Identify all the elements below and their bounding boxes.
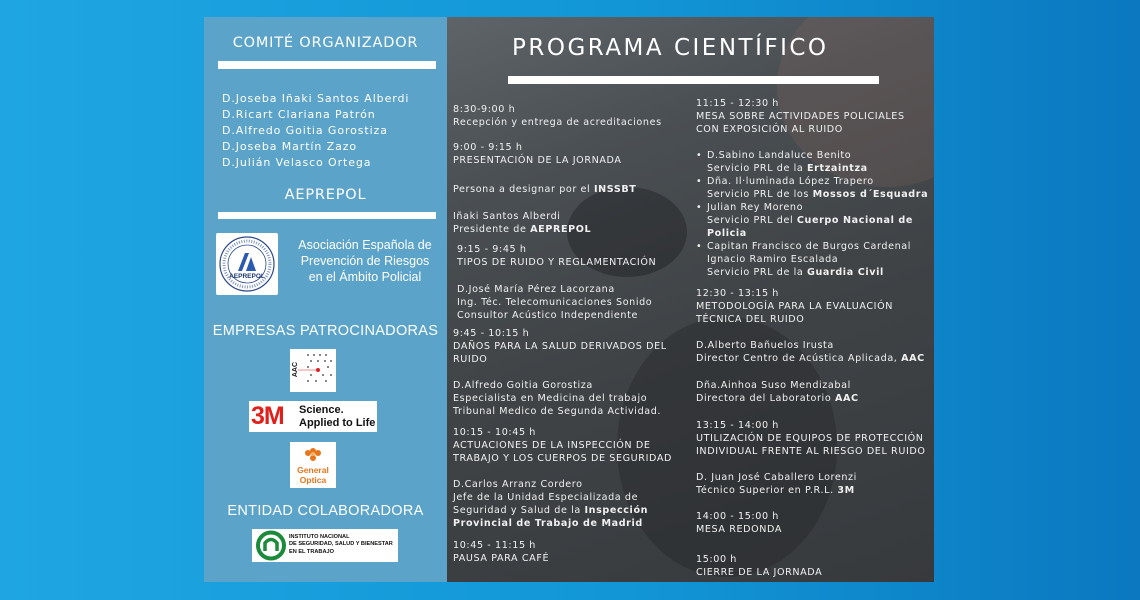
organization-name: AEPREPOL <box>530 224 592 235</box>
panelist-item <box>696 240 928 279</box>
organizers-panel <box>204 17 447 582</box>
aeprepol-logo-text: AEPREPOL <box>229 273 265 280</box>
header-divider <box>218 212 436 219</box>
schedule-item <box>453 103 662 129</box>
speaker-role <box>453 223 591 236</box>
speaker-text: Directora del Laboratorio <box>696 393 835 404</box>
panelist-item <box>696 201 928 240</box>
speaker-role <box>707 162 928 175</box>
panelist-list <box>696 149 928 279</box>
speaker-item <box>453 478 648 530</box>
committee-member: D.Alfredo Goitia Gorostiza <box>222 124 388 137</box>
session-title: METODOLOGÍA PARA LA EVALUACIÓN <box>696 301 894 312</box>
speaker-role <box>696 392 859 405</box>
speaker-name: • Julian Rey Moreno <box>707 202 804 213</box>
speaker-text: Técnico Superior en P.R.L. <box>696 485 838 496</box>
organization-name: AAC <box>834 393 859 404</box>
organization-name: 3M <box>837 485 855 496</box>
insst-emblem-icon <box>254 529 288 562</box>
schedule-item <box>453 141 622 167</box>
3m-logo <box>249 401 377 432</box>
aac-logo <box>290 349 336 392</box>
aeprepol-name-line: en el Ámbito Policial <box>308 270 422 284</box>
session-time: 12:30 - 13:15 h <box>696 288 779 299</box>
insst-name <box>289 534 393 556</box>
session-title: UTILIZACIÓN DE EQUIPOS DE PROTECCIÓN <box>696 433 924 444</box>
aeprepol-full-name <box>286 237 444 285</box>
schedule-item <box>696 510 782 536</box>
committee-member: D.Ricart Clariana Patrón <box>222 108 376 121</box>
optica-word: General <box>297 465 329 475</box>
speaker-item <box>457 283 652 322</box>
session-time: 10:45 - 11:15 h <box>453 540 536 551</box>
speaker-text: Seguridad y Salud de la <box>453 505 585 516</box>
speaker-role <box>707 188 928 201</box>
3m-tagline <box>299 404 375 429</box>
session-time: 9:00 - 9:15 h <box>453 142 523 153</box>
speaker-name: D.Alberto Bañuelos Irusta <box>696 340 834 351</box>
session-title: CIERRE DE LA JORNADA <box>696 567 823 578</box>
speaker-name: • Capitan Francisco de Burgos Cardenal <box>707 241 912 252</box>
speaker-text: Servicio PRL del <box>707 215 797 226</box>
aeprepol-name-line: Prevención de Riesgos <box>300 254 430 268</box>
program-title: PROGRAMA CIENTÍFICO <box>512 35 829 61</box>
committee-member: D.Joseba Iñaki Santos Alberdi <box>222 92 410 105</box>
session-title: ACTUACIONES DE LA INSPECCIÓN DE <box>453 440 651 451</box>
speaker-text: Director Centro de Acústica Aplicada, <box>696 353 902 364</box>
speaker-name: D.José María Pérez Lacorzana <box>457 284 615 295</box>
header-divider <box>218 61 436 69</box>
session-time: 8:30-9:00 h <box>453 104 516 115</box>
general-optica-logo <box>290 442 336 488</box>
3m-tagline-line: Science. <box>299 404 344 416</box>
speaker-line <box>453 183 636 196</box>
organization-name: Mossos d´Esquadra <box>812 189 929 200</box>
speaker-role: Especialista en Medicina del trabajo <box>453 393 648 404</box>
schedule-item <box>696 97 905 136</box>
insst-name-line: DE SEGURIDAD, SALUD Y BIENESTAR <box>289 541 393 548</box>
session-title: TIPOS DE RUIDO Y REGLAMENTACIÓN <box>457 257 657 268</box>
session-title: RUIDO <box>453 354 488 365</box>
session-time: 14:00 - 15:00 h <box>696 511 779 522</box>
organization-name: Inspección <box>584 505 649 516</box>
speaker-text: Servicio PRL de la <box>707 163 808 174</box>
aeprepol-seal-icon <box>216 233 278 295</box>
speaker-role: Ing. Téc. Telecomunicaciones Sonido <box>457 297 653 308</box>
session-title: TRABAJO Y LOS CUERPOS DE SEGURIDAD <box>453 453 672 464</box>
organization-name: Cuerpo Nacional de <box>796 215 913 226</box>
optica-word: Optica <box>299 474 327 485</box>
speaker-item <box>696 471 857 497</box>
insst-name-line: INSTITUTO NACIONAL <box>289 534 350 540</box>
speaker-text: Persona a designar por el <box>453 184 594 195</box>
session-title: DAÑOS PARA LA SALUD DERIVADOS DEL <box>453 341 667 352</box>
schedule-item <box>453 426 672 465</box>
speaker-name: Iñaki Santos Alberdi <box>453 211 561 222</box>
organization-name: INSSBT <box>593 184 637 195</box>
session-title: INDIVIDUAL FRENTE AL RIESGO DEL RUIDO <box>696 446 926 457</box>
speaker-text: Presidente de <box>453 224 531 235</box>
session-title: CON EXPOSICIÓN AL RUIDO <box>696 124 843 135</box>
speaker-item <box>453 183 636 196</box>
speaker-role: Jefe de la Unidad Especializada de <box>453 492 639 503</box>
event-poster <box>204 17 934 582</box>
session-time: 9:15 - 9:45 h <box>457 244 527 255</box>
speaker-role <box>707 214 928 227</box>
speaker-role <box>453 504 648 517</box>
organization-name: Provincial de Trabajo de Madrid <box>453 518 643 529</box>
schedule-item <box>696 553 822 579</box>
session-title: MESA REDONDA <box>696 524 783 535</box>
speaker-name: D.Alfredo Goitia Gorostiza <box>453 380 593 391</box>
session-time: 15:00 h <box>696 554 737 565</box>
session-title: Recepción y entrega de acreditaciones <box>453 117 662 128</box>
aeprepol-header: AEPREPOL <box>284 187 367 203</box>
speaker-role <box>707 266 928 279</box>
organization-name: Ertzaintza <box>807 163 868 174</box>
committee-header: COMITÉ ORGANIZADOR <box>232 35 419 51</box>
speaker-role: Consultor Acústico Independiente <box>457 310 638 321</box>
organization-name: AAC <box>901 353 925 364</box>
speaker-name: • D.Sabino Landaluce Benito <box>707 150 852 161</box>
speaker-name: D. Juan José Caballero Lorenzi <box>696 472 857 483</box>
3m-wordmark: 3M <box>251 402 284 430</box>
organization-name: Guardia Civil <box>807 267 884 278</box>
3m-tagline-line: Applied to Life <box>299 416 376 429</box>
speaker-item <box>696 379 859 405</box>
session-time: 10:15 - 10:45 h <box>453 427 536 438</box>
session-title: PAUSA PARA CAFÉ <box>453 553 550 564</box>
speaker-name: Ignacio Ramiro Escalada <box>707 254 839 265</box>
speaker-name: Dña.Ainhoa Suso Mendizabal <box>696 380 851 391</box>
speaker-role <box>696 484 857 497</box>
speaker-item <box>453 210 591 236</box>
committee-member: D.Joseba Martín Zazo <box>222 140 358 153</box>
speaker-text: Servicio PRL de los <box>707 189 813 200</box>
session-title: TÉCNICA DEL RUIDO <box>696 314 805 325</box>
insst-logo <box>252 529 398 562</box>
speaker-item <box>696 339 925 365</box>
optica-wordmark <box>290 466 336 485</box>
committee-member: D.Julián Velasco Ortega <box>222 156 372 169</box>
speaker-name: D.Carlos Arranz Cordero <box>453 479 583 490</box>
speaker-item <box>453 379 661 418</box>
panelist-item <box>696 149 928 175</box>
schedule-item <box>453 539 549 565</box>
session-title: PRESENTACIÓN DE LA JORNADA <box>453 155 622 166</box>
session-title: MESA SOBRE ACTIVIDADES POLICIALES <box>696 111 905 122</box>
session-time: 13:15 - 14:00 h <box>696 420 779 431</box>
sponsors-header: EMPRESAS PATROCINADORAS <box>212 323 439 339</box>
aeprepol-logo <box>216 233 278 295</box>
insst-name-line: EN EL TRABAJO <box>289 548 334 555</box>
speaker-text: Servicio PRL de la <box>707 267 808 278</box>
title-divider <box>508 76 879 84</box>
speaker-role <box>696 352 925 365</box>
program-panel <box>447 17 934 582</box>
speaker-role: Tribunal Medico de Segunda Actividad. <box>453 406 662 417</box>
session-time: 11:15 - 12:30 h <box>696 98 779 109</box>
collaborator-header: ENTIDAD COLABORADORA <box>227 503 424 519</box>
schedule-item <box>696 419 926 458</box>
speaker-name: • Dña. Il·luminada López Trapero <box>707 176 874 187</box>
schedule-item <box>696 287 893 326</box>
organization-name: Policia <box>707 228 747 239</box>
schedule-item <box>453 327 667 366</box>
aeprepol-name-line: Asociación Española de <box>298 238 432 252</box>
schedule-item <box>457 243 656 269</box>
aac-logo-text: AAC <box>292 362 299 378</box>
panelist-item <box>696 175 928 201</box>
session-time: 9:45 - 10:15 h <box>453 328 530 339</box>
committee-list <box>222 91 409 171</box>
